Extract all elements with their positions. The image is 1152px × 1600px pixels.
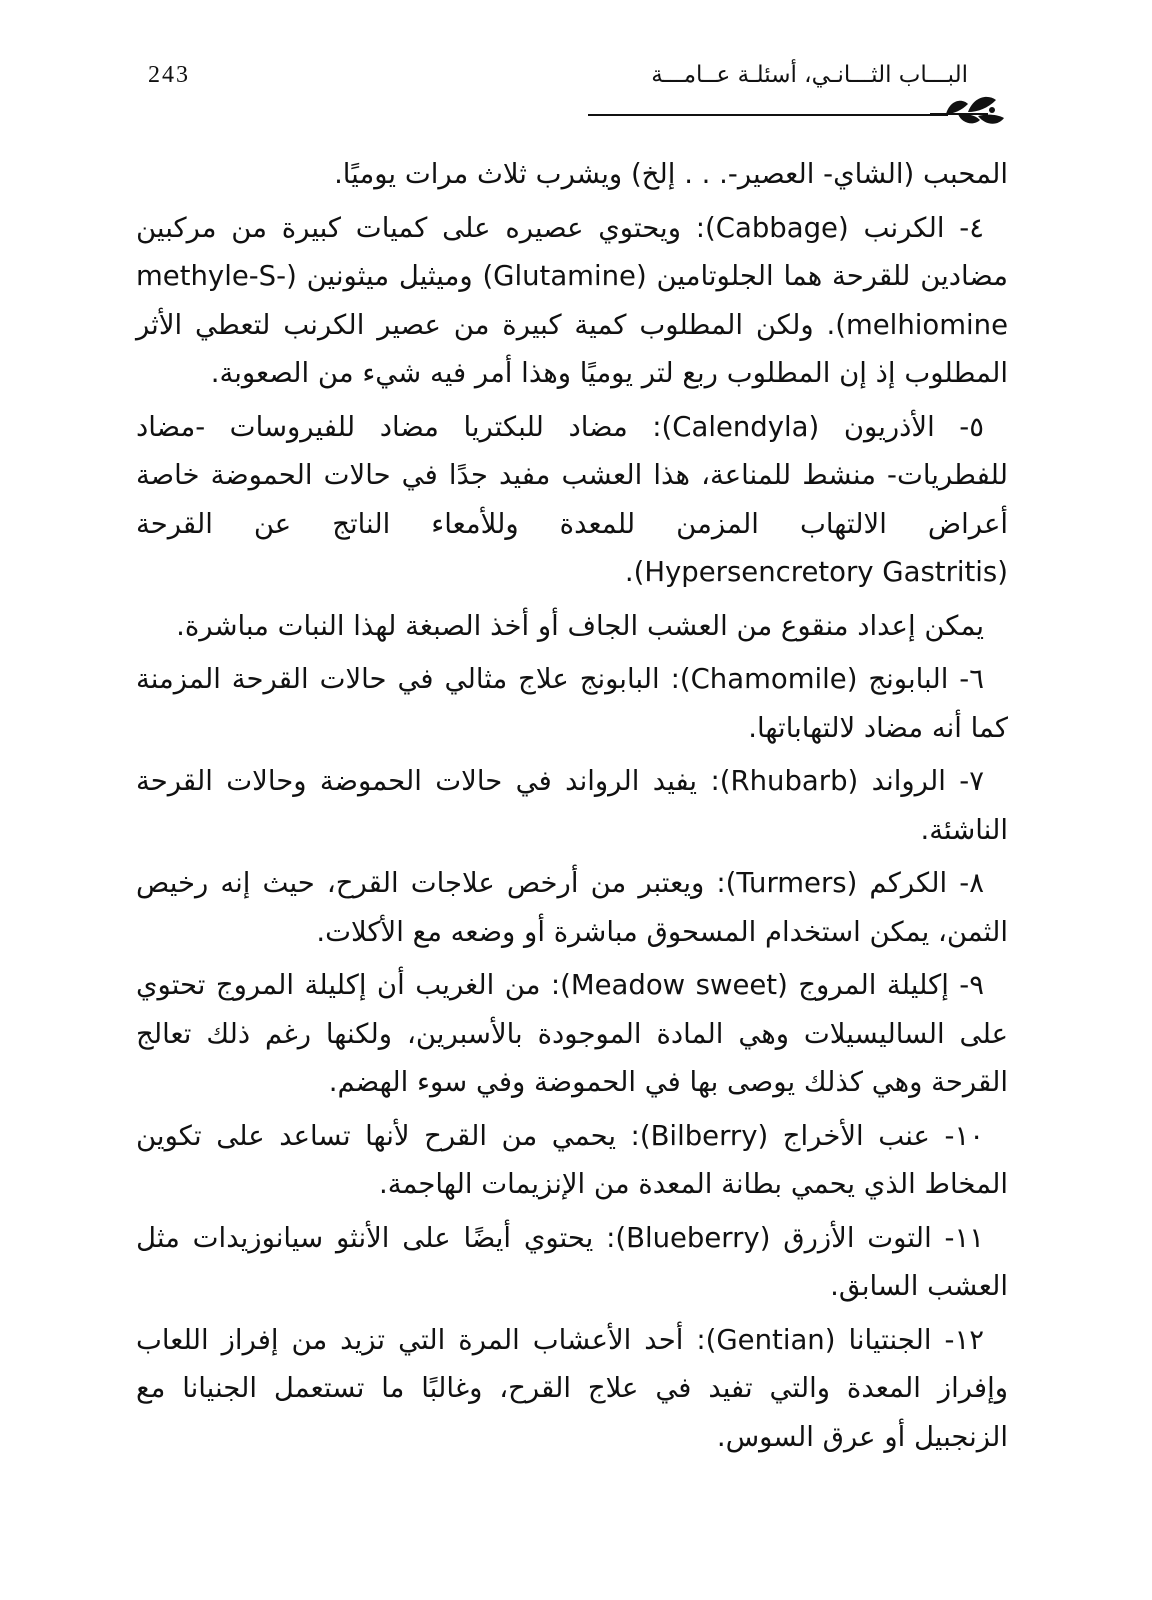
leaf-ornament-icon bbox=[928, 90, 1008, 130]
paragraph: ٧- الرواند (Rhubarb): يفيد الرواند في حالات الحموضة وحالات القرحة الناشئة. bbox=[136, 765, 1008, 846]
header-rule bbox=[588, 114, 948, 116]
paragraph: ٨- الكركم (Turmers): ويعتبر من أرخص علاجات القرح، حيث إنه رخيص الثمن، يمكن استخدام المسحوق مباشرة أو وضعه مع الأكلات. bbox=[136, 867, 1008, 948]
paragraph: ١٠- عنب الأخراج (Bilberry): يحمي من القرح لأنها تساعد على تكوين المخاط الذي يحمي بطانة المعدة من الإنزيمات الهاجمة. bbox=[136, 1119, 1008, 1200]
running-head: البـــاب الثـــانـي، أسئلـة عــامـــة bbox=[651, 62, 968, 88]
paragraph: ٩- إكليلة المروج (Meadow sweet): من الغريب أن إكليلة المروج تحتوي على الساليسيلات وهي المادة الموجودة بالأسبرين، ولكنها رغم ذلك تعالج القرحة وهي كذلك يوصى بها في الحموضة وفي سوء الهضم. bbox=[136, 969, 1008, 1098]
paragraph: يمكن إعداد منقوع من العشب الجاف أو أخذ الصبغة لهذا النبات مباشرة. bbox=[176, 609, 984, 642]
paragraph: ٤- الكرنب (Cabbage): ويحتوي عصيره على كميات كبيرة من مركبين مضادين للقرحة هما الجلوتامين (Glutamine) وميثيل ميثونين (methyle-S-melhiomine). ولكن المطلوب كمية كبيرة من عصير الكرنب لتعطي الأثر المطلوب إذ إن المطلوب ربع لتر يوميًا وهذا أمر فيه شيء من الصعوبة. bbox=[136, 211, 1008, 389]
paragraph: ١١- التوت الأزرق (Blueberry): يحتوي أيضًا على الأنثو سيانوزيدات مثل العشب السابق. bbox=[136, 1221, 1008, 1302]
paragraph: المحبب (الشاي- العصير-. . . إلخ) ويشرب ثلاث مرات يوميًا. bbox=[334, 158, 1008, 190]
paragraph: ٥- الأذريون (Calendyla): مضاد للبكتريا مضاد للفيروسات -مضاد للفطريات- منشط للمناعة، هذا العشب مفيد جدًا في حالات الحموضة خاصة أعراض الالتهاب المزمن للمعدة وللأمعاء الناتج عن القرحة (Hypersencretory Gastritis). bbox=[136, 410, 1008, 588]
page-header bbox=[138, 62, 1008, 132]
page-number: 243 bbox=[148, 62, 190, 88]
paragraph: ٦- البابونج (Chamomile): البابونج علاج مثالي في حالات القرحة المزمنة كما أنه مضاد لالتهاباتها. bbox=[136, 663, 1008, 744]
page-body bbox=[136, 150, 1008, 1466]
paragraph: ١٢- الجنتيانا (Gentian): أحد الأعشاب المرة التي تزيد من إفراز اللعاب وإفراز المعدة والتي تفيد في علاج القرح، وغالبًا ما تستعمل الجنيانا مع الزنجبيل أو عرق السوس. bbox=[136, 1323, 1008, 1453]
